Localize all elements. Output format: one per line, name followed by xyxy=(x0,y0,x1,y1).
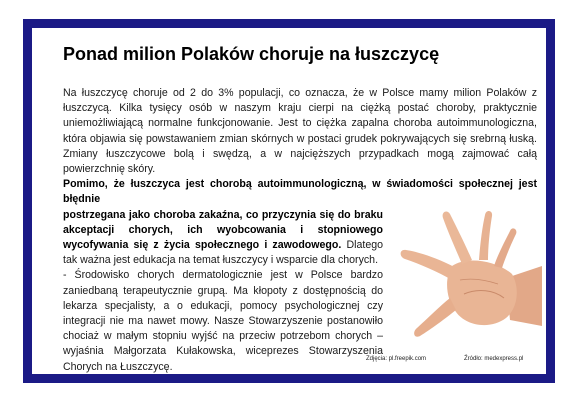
education-sentence: Dlatego tak ważna jest edukacja na temat łuszczycy i wsparcie dla chorych. xyxy=(63,239,383,267)
source-credit: Źródło: medexpress.pl xyxy=(464,356,524,362)
paragraph-intro: Na łuszczycę choruje od 2 do 3% populacji, co oznacza, że w Polsce mamy milion Polaków z łuszczycą. Kilka tysięcy osób w naszym kraju cierpi na ciężką postać choroby, praktycznie uniemożliwiającą normalne funkcjonowanie. Jest to ciężka zapalna choroba autoimmunologiczna, która objawia się powstawaniem zmian skórnych w postaci grudek pokrywających się srebrną łuską. Zmiany łuszczycowe bolą i swędzą, a w najcięższych przypadkach mogą zajmować całą powierzchnię skóry. xyxy=(63,87,537,176)
page-title: Ponad milion Polaków choruje na łuszczycę xyxy=(63,44,440,64)
narrow-column xyxy=(63,208,383,375)
paragraph-awareness xyxy=(63,208,383,269)
bold-statement: postrzegana jako choroba zakaźna, co przyczynia się do braku akceptacji chorych, ich wyobcowania i stopniowego wycofywania się z życia społecznego i zawodowego. xyxy=(63,208,383,252)
paragraph-quote: - Środowisko chorych dermatologicznie jest w Polsce bardzo zaniedbaną terapeutycznie grupą. Ma kłopoty z dostępnością do lekarza specjalisty, a o edukacji, pomocy psychologicznej czy integracji nie ma nawet mowy. Nasze Stowarzyszenie postanowiło chociaż w małym stopniu wyjść na przeciw potrzebom chorych – wyjaśnia Małgorzata Kułakowska, wiceprezes Stowarzyszenia Chorych na Łuszczycę. xyxy=(63,269,383,373)
hand-icon xyxy=(386,208,542,348)
photo-credit: Zdjęcia: pl.freepik.com xyxy=(366,356,427,362)
paragraph-bold-lead: Pomimo, że łuszczyca jest chorobą autoimmunologiczną, w świadomości społecznej jest błędnie xyxy=(63,178,537,206)
poster-frame xyxy=(23,19,555,383)
